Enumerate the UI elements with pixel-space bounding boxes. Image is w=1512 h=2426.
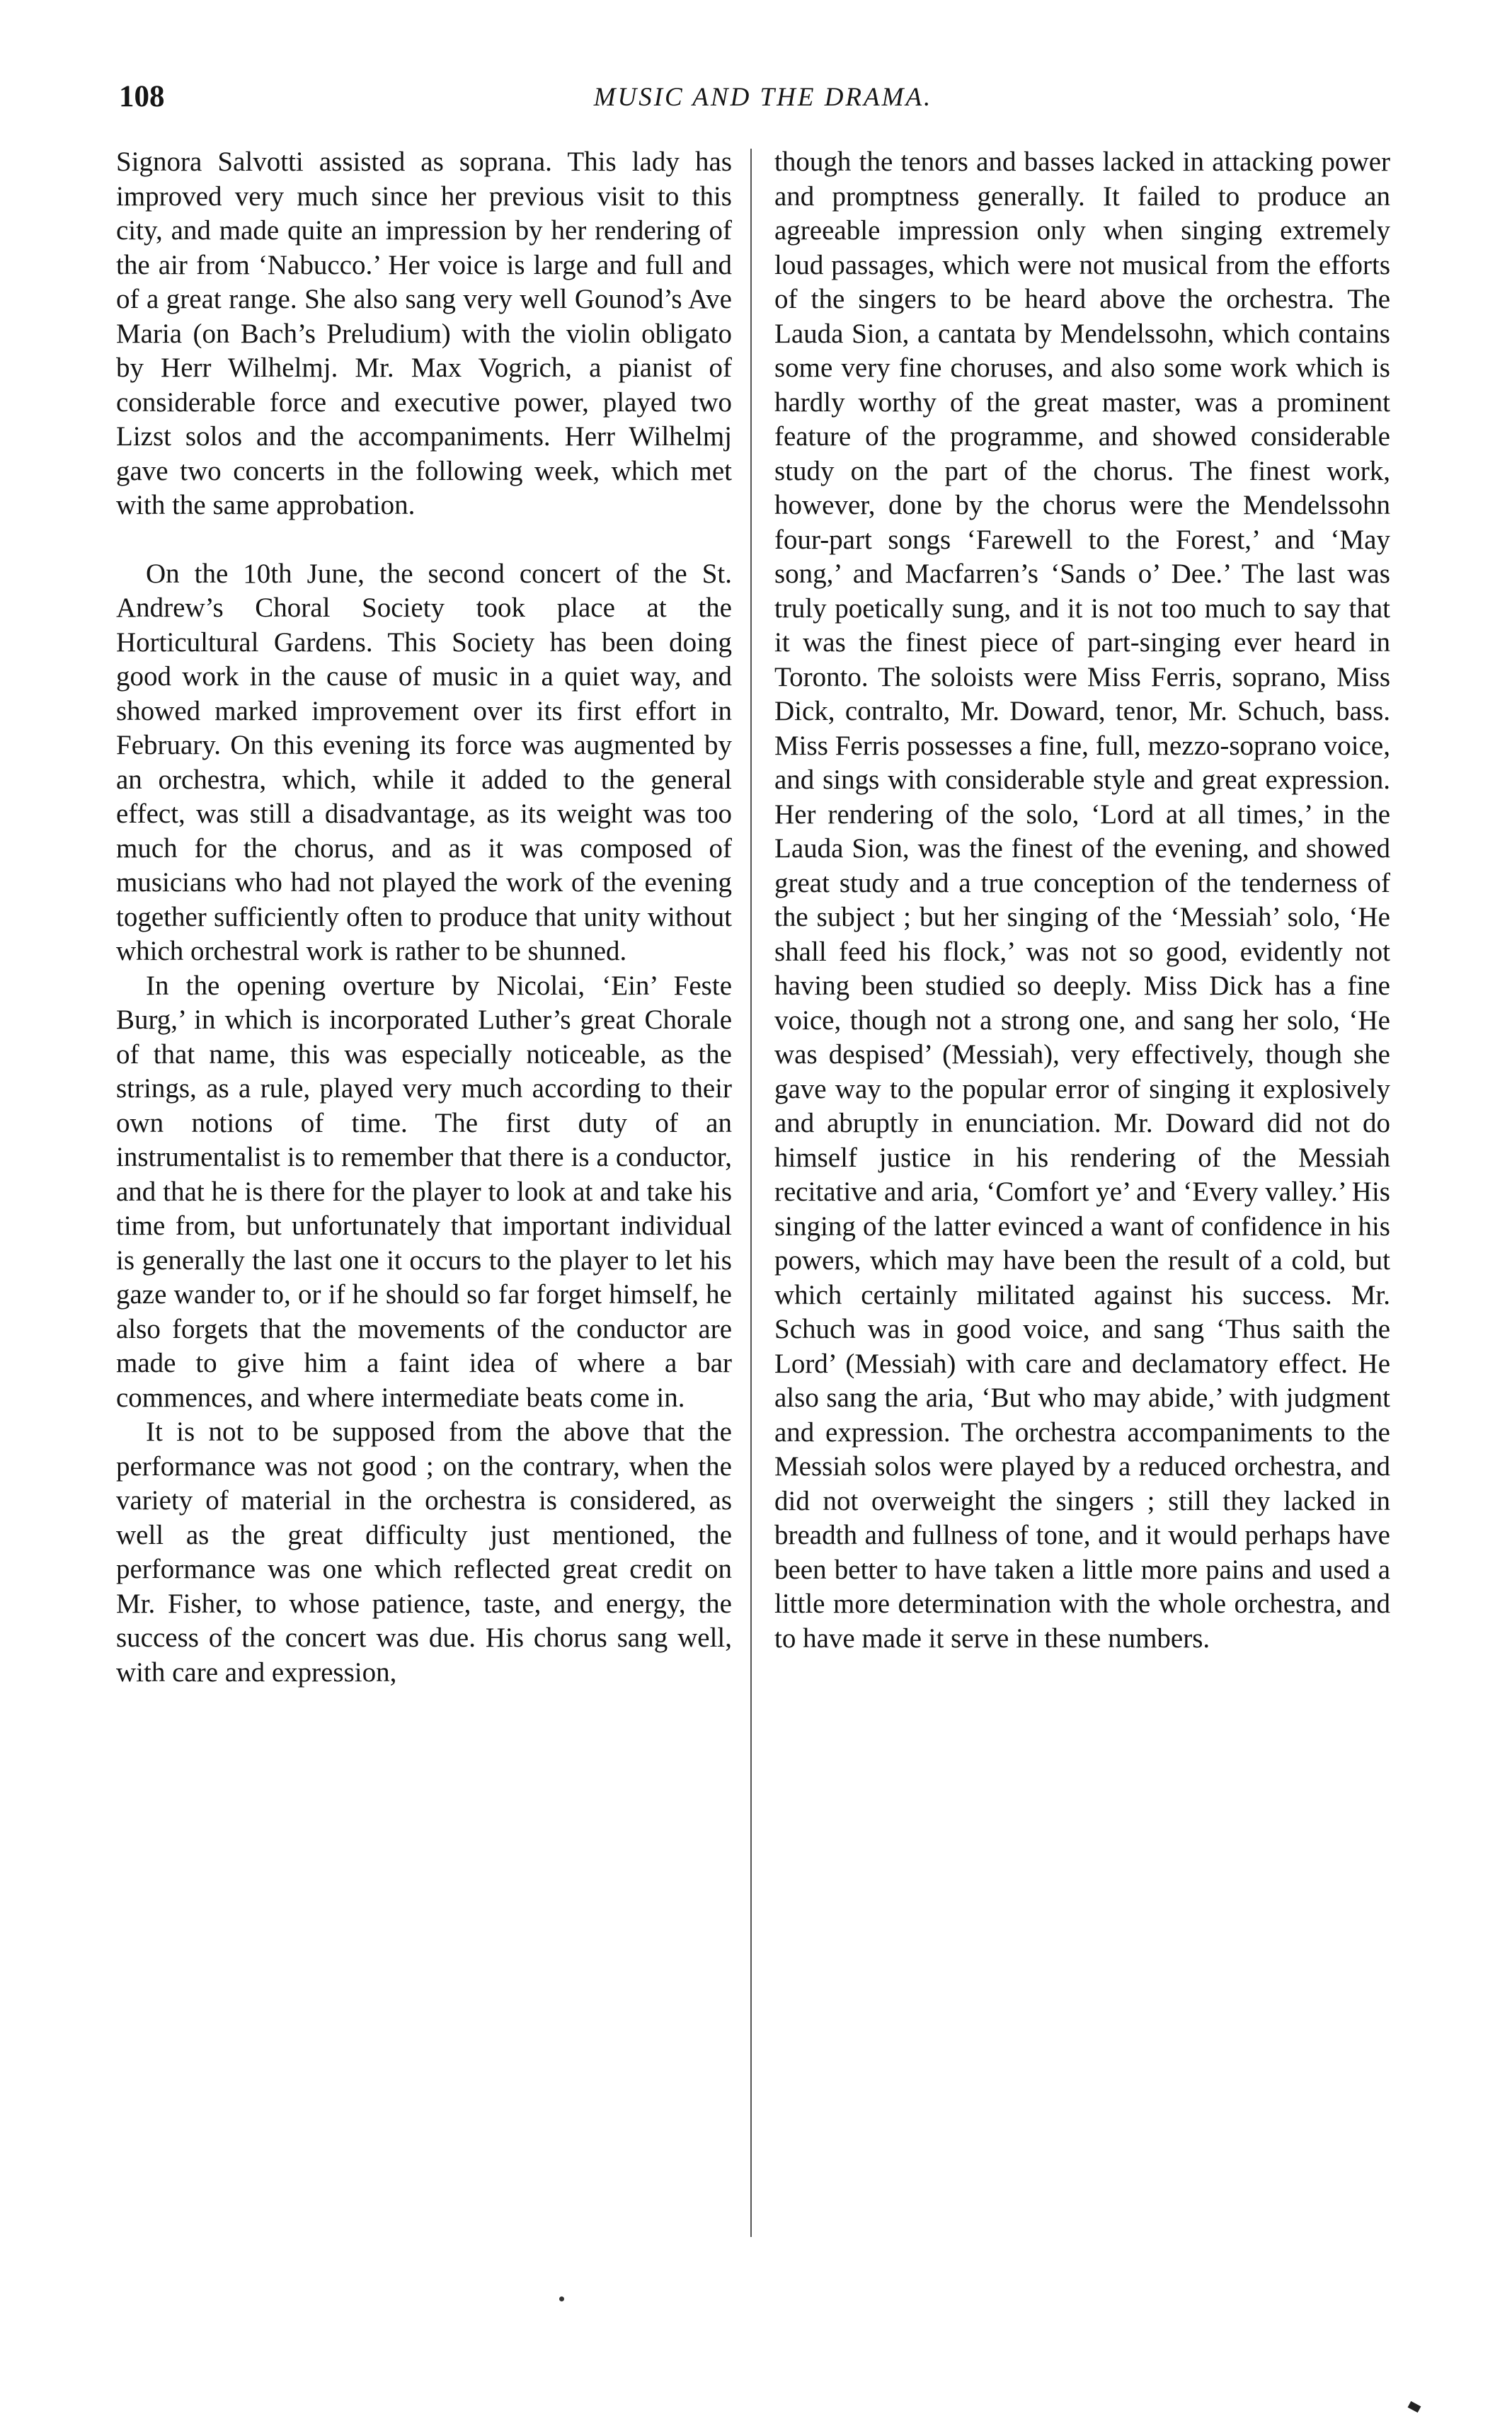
page-number: 108	[119, 80, 165, 113]
column-divider	[750, 149, 752, 2237]
ink-dot	[559, 2296, 564, 2301]
right-column	[774, 145, 1390, 1656]
paragraph: It is not to be supposed from the above that the performance was not good ; on the contrary, when the variety of material in the orchestra is considered, as well as the great difficulty just mentioned, the performance was one which reflected great credit on Mr. Fisher, to whose patience, taste, and energy, the success of the concert was due. His chorus sang well, with care and expression,	[116, 1417, 732, 1688]
paragraph: Signora Salvotti assisted as soprana. This lady has improved very much since her previous visit to this city, and made quite an impression by her rendering of the air from ‘Nabucco.’ Her voice is large and full and of a great range. She also sang very well Gounod’s Ave Maria (on Bach’s Preludium) with the violin obligato by Herr Wilhelmj. Mr. Max Vogrich, a pianist of considerable force and executive power, played two Lizst solos and the accompaniments. Herr Wilhelmj gave two concerts in the following week, which met with the same approbation.	[116, 147, 732, 520]
page-header	[119, 79, 1407, 122]
paragraph: though the tenors and basses lacked in attacking power and promptness generally. It failed to produce an agreeable impression only when singing extremely loud passages, which were not musical from the efforts of the singers to be heard above the orchestra. The Lauda Sion, a cantata by Mendelssohn, which contains some very fine choruses, and also some work which is hardly worthy of the great master, was a prominent feature of the programme, and showed considerable study on the part of the chorus. The finest work, however, done by the chorus were the Mendelssohn four-part songs ‘Farewell to the Forest,’ and ‘May song,’ and Macfarren’s ‘Sands o’ Dee.’ The last was truly poetically sung, and it is not too much to say that it was the finest piece of part-singing ever heard in Toronto. The soloists were Miss Ferris, soprano, Miss Dick, contralto, Mr. Doward, tenor, Mr. Schuch, bass. Miss Ferris possesses a fine, full, mezzo-soprano voice, and sings with considerable style and great expression. Her rendering of the solo, ‘Lord at all times,’ in the Lauda Sion, was the finest of the evening, and showed great study and a true conception of the tenderness of the subject ; but her singing of the ‘Messiah’ solo, ‘He shall feed his flock,’ was not so good, evidently not having been studied so deeply. Miss Dick has a fine voice, though not a strong one, and sang her solo, ‘He was despised’ (Messiah), very effectively, though she gave way to the popular error of singing it explosively and abruptly in enunciation. Mr. Doward did not do himself justice in his rendering of the Messiah recitative and aria, ‘Comfort ye’ and ‘Every valley.’ His singing of the latter evinced a want of confidence in his powers, which may have been the result of a cold, but which certainly militated against his success. Mr. Schuch was in good voice, and sang ‘Thus saith the Lord’ (Messiah) with care and declamatory effect. He also sang the aria, ‘But who may abide,’ with judgment and expression. The orchestra accompaniments to the Messiah solos were played by a reduced orchestra, and did not overweight the singers ; still they lacked in breadth and fullness of tone, and it would perhaps have been better to have taken a little more pains and used a little more determination with the whole orchestra, and to have made it serve in these numbers.	[774, 147, 1390, 1654]
paragraph: On the 10th June, the second concert of the St. Andrew’s Choral Society took place at the Horticultural Gardens. This Society has been doing good work in the cause of music in a quiet way, and showed marked improvement over its first effort in February. On this evening its force was augmented by an orchestra, which, while it added to the general effect, was still a disadvantage, as its weight was too much for the chorus, and as it was composed of musicians who had not played the work of the evening together sufficiently often to produce that unity without which orchestral work is rather to be shunned.	[116, 558, 732, 966]
paragraph: In the opening overture by Nicolai, ‘Ein’ Feste Burg,’ in which is incorporated Luther’s great Chorale of that name, this was especially noticeable, as the strings, as a rule, played very much according to their own notions of time. The first duty of an instrumentalist is to remember that there is a conductor, and that he is there for the player to look at and take his time from, but unfortunately that important individual is generally the last one it occurs to the player to let his gaze wander to, or if he should so far forget himself, he also forgets that the movements of the conductor are made to give him a faint idea of where a bar commences, and where intermediate beats come in.	[116, 970, 732, 1413]
running-title: MUSIC AND THE DRAMA.	[593, 83, 933, 112]
ink-mark	[1408, 2401, 1421, 2413]
left-column	[116, 145, 732, 1690]
